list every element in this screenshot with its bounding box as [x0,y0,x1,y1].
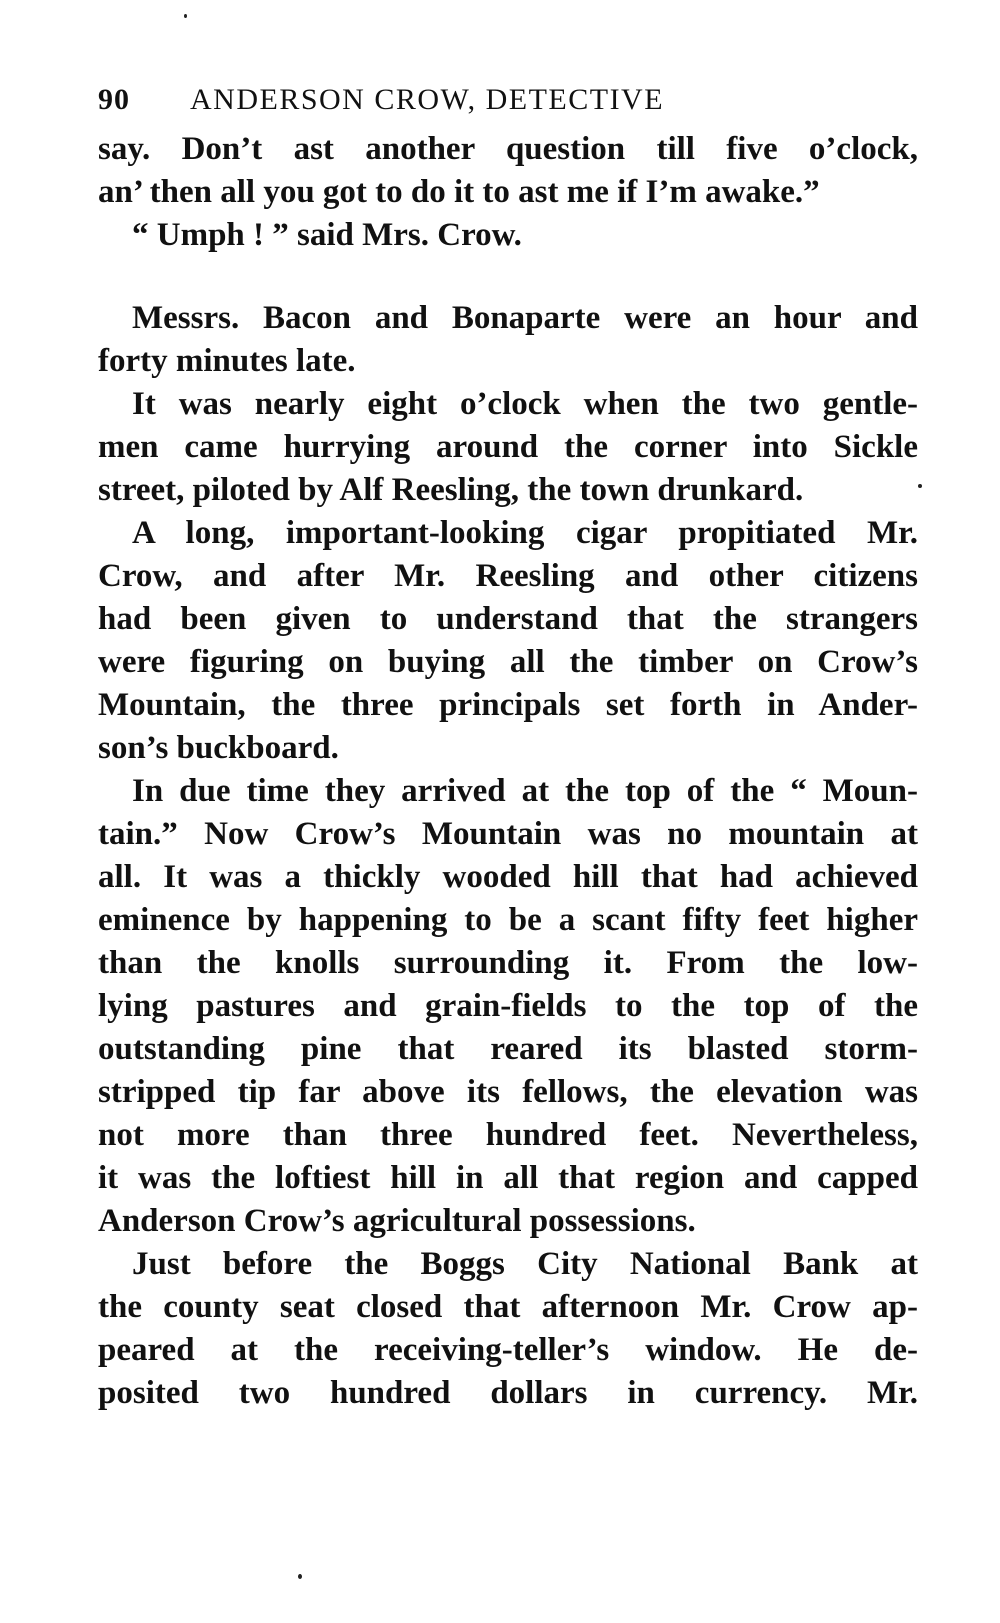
text-line: son’s buckboard. [98,730,339,766]
text-line: all. It was a thickly wooded hill that had achieved [98,859,918,895]
text-line: Anderson Crow’s agricultural possessions. [98,1203,696,1239]
running-title: ANDERSON CROW, DETECTIVE [190,83,665,116]
page-number: 90 [98,83,130,116]
text-line: stripped tip far above its fellows, the elevation was [98,1074,918,1110]
running-head [98,80,918,128]
text-line: It was nearly eight o’clock when the two gentle- [132,386,918,422]
text-line: not more than three hundred feet. Nevertheless, [98,1117,918,1153]
text-line: outstanding pine that reared its blasted storm- [98,1031,918,1067]
section-break [98,257,918,297]
text-line: Messrs. Bacon and Bonaparte were an hour and [132,300,918,336]
text-line: than the knolls surrounding it. From the low- [98,945,918,981]
scan-speck [298,1574,302,1579]
text-line: In due time they arrived at the top of the “ Moun- [132,773,918,809]
scan-speck [184,14,187,18]
text-line: had been given to understand that the strangers [98,601,918,637]
text-line: it was the loftiest hill in all that region and capped [98,1160,918,1196]
text-line: eminence by happening to be a scant fifty feet higher [98,902,918,938]
text-line: Mountain, the three principals set forth in Ander- [98,687,918,723]
text-line: lying pastures and grain-fields to the top of the [98,988,918,1024]
text-line: A long, important-looking cigar propitiated Mr. [132,515,918,551]
text-line: tain.” Now Crow’s Mountain was no mountain at [98,816,918,852]
text-line: an’ then all you got to do it to ast me if I’m awake.” [98,174,820,210]
text-line: peared at the receiving-teller’s window. He de- [98,1332,918,1368]
book-page [98,80,918,1415]
text-line: forty minutes late. [98,343,356,379]
text-line: “ Umph ! ” said Mrs. Crow. [132,217,522,253]
text-line: men came hurrying around the corner into Sickle [98,429,918,465]
text-line: Crow, and after Mr. Reesling and other citizens [98,558,918,594]
text-line: Just before the Boggs City National Bank at [132,1246,918,1282]
text-line: posited two hundred dollars in currency. Mr. [98,1375,918,1411]
scan-speck [918,484,922,488]
text-line: the county seat closed that afternoon Mr. Crow ap- [98,1289,918,1325]
text-line: were figuring on buying all the timber on Crow’s [98,644,918,680]
text-line: say. Don’t ast another question till five o’clock, [98,131,918,167]
text-line: street, piloted by Alf Reesling, the town drunkard. [98,472,804,508]
